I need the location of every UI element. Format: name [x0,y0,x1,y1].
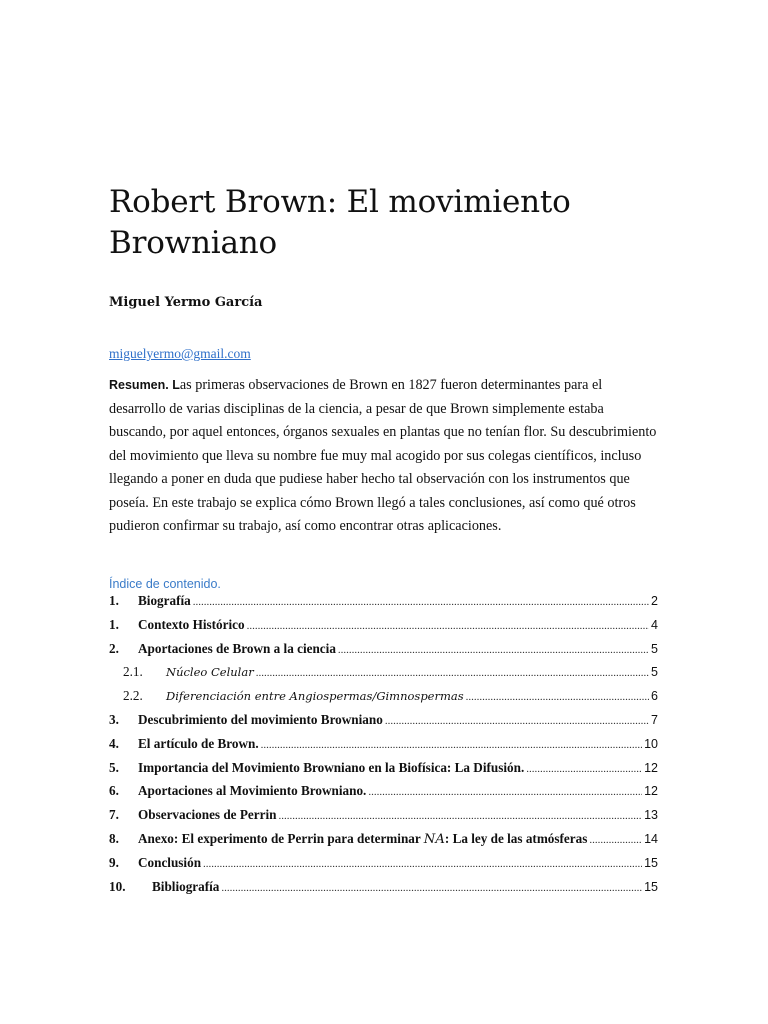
toc-entry-page: 15 [644,855,658,870]
author-email-link[interactable]: miguelyermo@gmail.com [109,346,251,361]
toc-entry-angiospermas[interactable] [109,688,658,712]
toc-entry-title: Bibliografía [152,878,220,894]
toc-leader-dots [261,739,642,751]
toc-entry-aportaciones-brown[interactable] [109,641,658,665]
toc-entry-page: 10 [644,736,658,751]
toc-entry-page: 6 [651,689,658,704]
toc-leader-dots [385,715,649,727]
toc-entry-bibliografia[interactable] [109,879,658,903]
toc-entry-number: 4. [109,735,119,751]
toc-entry-title: Aportaciones de Brown a la ciencia [138,640,336,656]
avogadro-symbol: NA [423,831,445,847]
toc-entry-page: 5 [651,665,658,680]
abstract [109,374,661,539]
toc-entry-page: 4 [651,617,658,632]
toc-entry-title: Observaciones de Perrin [138,807,277,823]
toc-entry-number: 9. [109,854,119,870]
toc-leader-dots [247,620,649,632]
toc-entry-page: 5 [651,641,658,656]
toc-leader-dots [466,691,649,703]
toc-leader-dots [589,834,642,846]
document-title: Robert Brown: El movimiento Browniano [109,184,571,261]
toc-entry-title: Biografía [138,593,191,608]
toc-entry-biografia[interactable] [109,593,658,617]
toc-leader-dots [278,810,642,822]
toc-entry-page: 15 [644,879,658,894]
toc-entry-title-part: Anexo: El experimento de Perrin para determinar [138,830,424,846]
toc-heading: Índice de contenido. [109,577,221,591]
toc-leader-dots [338,644,649,656]
toc-entry-observaciones-perrin[interactable] [109,807,658,831]
toc-entry-articulo-brown[interactable] [109,736,658,760]
toc-entry-number: 7. [109,807,119,823]
toc-entry-descubrimiento[interactable] [109,712,658,736]
toc-entry-title: El artículo de Brown. [138,735,259,751]
toc-leader-dots [368,786,642,798]
toc-entry-number: 6. [109,783,119,799]
toc-entry-number: 8. [109,830,119,846]
abstract-text: as primeras observaciones de Brown en 1827 fueron determinantes para el desarrollo de varias disciplinas de la ciencia, a pesar de que Brown simplemente estaba buscando, por aquel entonces, órganos sexuales en plantas que no tenían flor. Su descubrimiento del movimiento que lleva su nombre fue muy mal acogido por sus colegas científicos, incluso llegando a poner en duda que pudiese haber hecho tal observación con los instrumentos que poseía. En este trabajo se explica cómo Brown llegó a tales conclusiones, así como qué otros pudieron confirmar su trabajo, así como encontrar otras aplicaciones. [109,377,657,534]
toc-entry-number: 2. [109,640,119,656]
toc-leader-dots [221,882,642,894]
abstract-label: Resumen. L [109,378,180,392]
toc-entry-title: Descubrimiento del movimiento Browniano [138,711,383,727]
toc-entry-title: Importancia del Movimiento Browniano en la Biofísica: La Difusión. [138,759,525,775]
toc-entry-anexo[interactable] [109,831,658,855]
toc-entry-page: 2 [651,594,658,608]
toc-entry-nucleo-celular[interactable] [109,664,658,688]
toc-entry-number: 1. [109,593,119,608]
toc-entry-title: Contexto Histórico [138,616,245,632]
toc-entry-title: Diferenciación entre Angiospermas/Gimnospermas [166,689,464,704]
author-name: Miguel Yermo García [109,295,263,310]
toc-entry-number: 1. [109,616,119,632]
toc-entry-number: 10. [109,878,126,894]
toc-entry-number: 2.2. [123,688,143,704]
toc-entry-title-part: : La ley de las atmósferas [444,830,588,846]
toc-entry-conclusion[interactable] [109,855,658,879]
toc-entry-page: 12 [644,784,658,799]
toc-leader-dots [203,858,642,870]
toc-leader-dots [256,667,649,679]
toc-leader-dots [526,763,642,775]
toc-entry-number: 3. [109,711,119,727]
toc-entry-importancia[interactable] [109,760,658,784]
toc-entry-contexto-historico[interactable] [109,617,658,641]
toc-entry-title: Conclusión [138,854,202,870]
toc-entry-title: Núcleo Celular [166,665,254,680]
toc-entry-aportaciones-movimiento[interactable] [109,783,658,807]
toc-entry-title: Aportaciones al Movimiento Browniano. [138,783,367,799]
toc-entry-page: 13 [644,808,658,823]
toc-entry-page: 7 [651,712,658,727]
toc-entry-title [138,831,587,847]
toc-leader-dots [193,596,649,608]
table-of-contents [109,593,658,902]
toc-entry-page: 12 [644,760,658,775]
toc-entry-number: 2.1. [123,664,143,680]
toc-entry-number: 5. [109,759,119,775]
toc-entry-page: 14 [644,831,658,846]
